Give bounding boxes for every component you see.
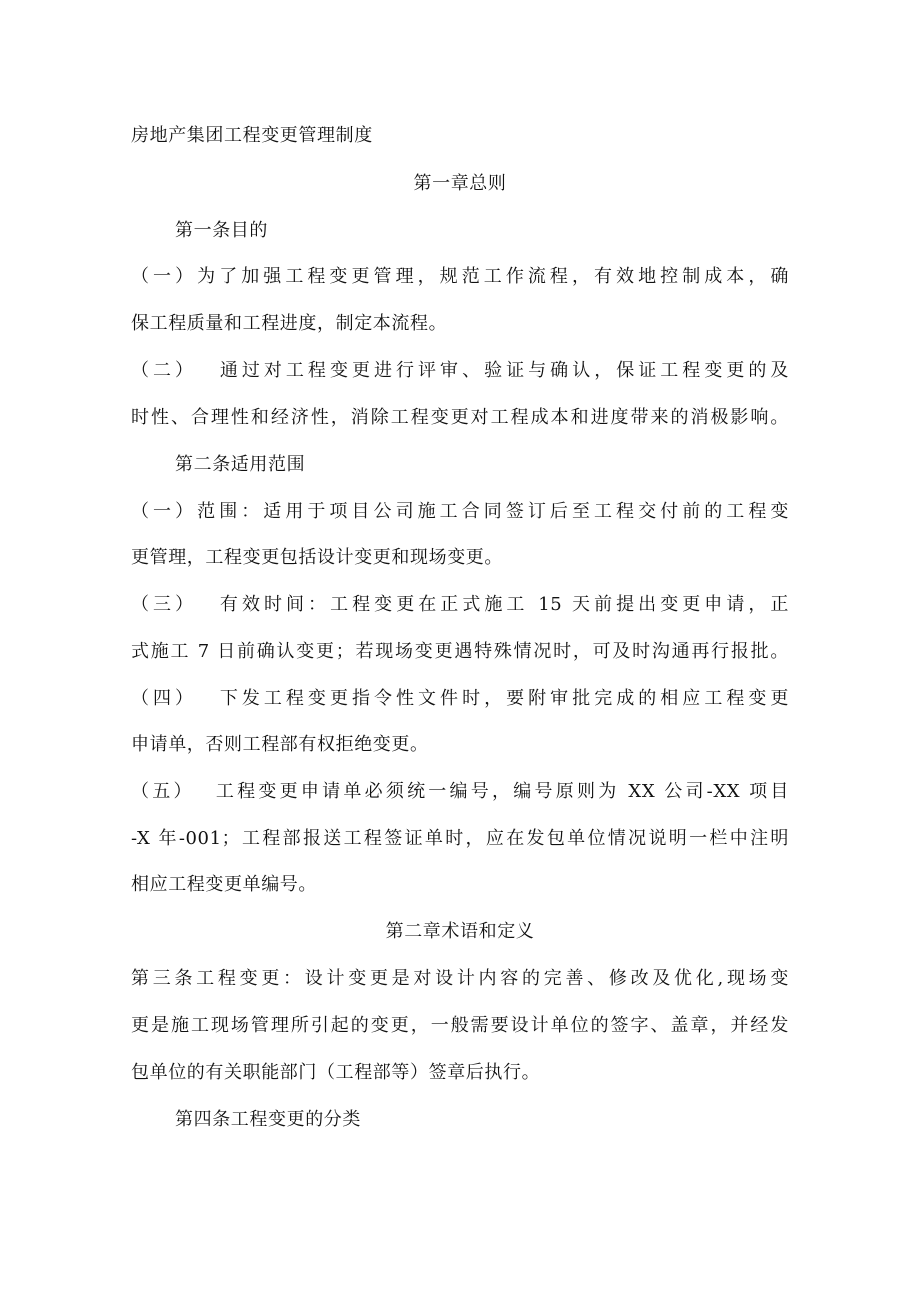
paragraph-line: （二） 通过对工程变更进行评审、验证与确认，保证工程变更的及 (131, 360, 789, 381)
article-heading: 第二条适用范围 (175, 454, 306, 475)
chapter-heading: 第二章术语和定义 (385, 921, 535, 942)
paragraph-line: 式施工 7 日前确认变更；若现场变更遇特殊情况时，可及时沟通再行报批。 (131, 641, 789, 662)
paragraph-line: 第三条工程变更：设计变更是对设计内容的完善、修改及优化,现场变 (131, 968, 789, 989)
paragraph-line: 更管理，工程变更包括设计变更和现场变更。 (131, 547, 503, 568)
paragraph-line: 包单位的有关职能部门（工程部等）签章后执行。 (131, 1062, 541, 1083)
document-title: 房地产集团工程变更管理制度 (131, 125, 373, 146)
paragraph-line: （四） 下发工程变更指令性文件时，要附审批完成的相应工程变更 (131, 688, 789, 709)
paragraph-line: （一）范围：适用于项目公司施工合同签订后至工程交付前的工程变 (131, 501, 789, 522)
paragraph-line: （三） 有效时间：工程变更在正式施工 15 天前提出变更申请，正 (131, 594, 789, 615)
paragraph-line: 相应工程变更单编号。 (131, 874, 317, 895)
article-heading: 第四条工程变更的分类 (175, 1109, 361, 1130)
paragraph-line: （五） 工程变更申请单必须统一编号，编号原则为 XX 公司-XX 项目 (131, 781, 789, 802)
paragraph-line: 保工程质量和工程进度，制定本流程。 (131, 313, 448, 334)
paragraph-line: -X 年-001；工程部报送工程签证单时，应在发包单位情况说明一栏中注明 (131, 828, 789, 849)
paragraph-line: 申请单，否则工程部有权拒绝变更。 (131, 734, 429, 755)
paragraph-line: （一）为了加强工程变更管理，规范工作流程，有效地控制成本，确 (131, 266, 789, 287)
paragraph-line: 时性、合理性和经济性，消除工程变更对工程成本和进度带来的消极影响。 (131, 407, 789, 428)
chapter-heading: 第一章总则 (413, 173, 507, 194)
paragraph-line: 更是施工现场管理所引起的变更，一般需要设计单位的签字、盖章，并经发 (131, 1015, 789, 1036)
article-heading: 第一条目的 (175, 220, 268, 241)
